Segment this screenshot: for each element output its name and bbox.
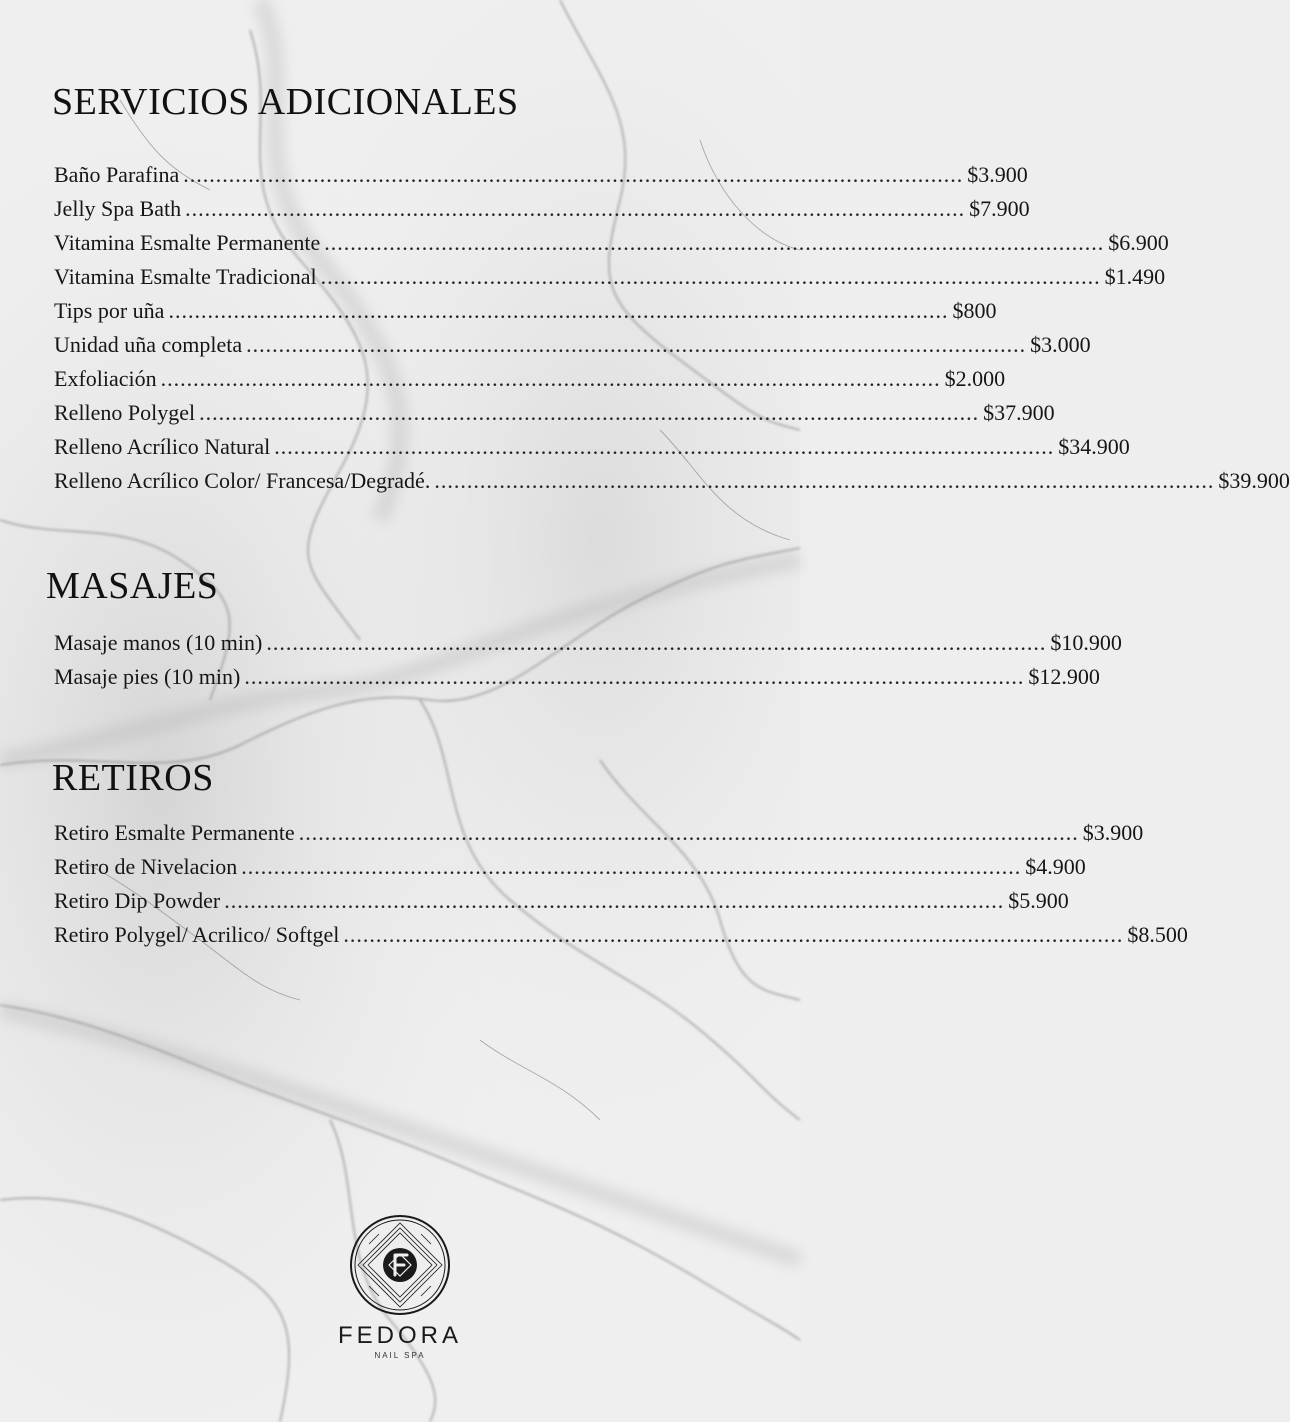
dot-leader: ........................................................................................................................	[199, 400, 980, 425]
dot-leader: ........................................................................................................................	[246, 332, 1027, 357]
dot-leader: ........................................................................................................................	[343, 922, 1124, 947]
service-name: Unidad uña completa	[54, 332, 243, 357]
dot-leader: ........................................................................................................................	[160, 366, 941, 391]
dot-leader: ........................................................................................................................	[241, 854, 1022, 879]
service-name: Relleno Acrílico Natural	[54, 434, 271, 459]
price-row	[54, 158, 1028, 192]
dot-leader: ........................................................................................................................	[274, 434, 1055, 459]
list-servicios-adicionales	[54, 158, 1290, 498]
dot-leader: ........................................................................................................................	[185, 196, 966, 221]
service-name: Baño Parafina	[54, 162, 180, 187]
service-name: Masaje pies (10 min)	[54, 664, 241, 689]
service-price: $7.900	[969, 196, 1030, 221]
price-row	[54, 362, 1006, 396]
service-name: Retiro Polygel/ Acrilico/ Softgel	[54, 922, 340, 947]
fedora-monogram-icon	[349, 1214, 451, 1316]
service-name: Masaje manos (10 min)	[54, 630, 263, 655]
list-masajes	[54, 626, 1122, 694]
price-row	[54, 884, 1069, 918]
price-row	[54, 660, 1100, 694]
service-name: Relleno Polygel	[54, 400, 196, 425]
service-price: $39.900	[1218, 468, 1290, 493]
service-price: $3.000	[1030, 332, 1091, 357]
brand-name: FEDORA	[337, 1322, 462, 1349]
service-price: $6.900	[1108, 230, 1169, 255]
section-title-masajes: MASAJES	[46, 565, 219, 607]
price-row	[54, 294, 997, 328]
service-name: Retiro Esmalte Permanente	[54, 820, 295, 845]
dot-leader: ........................................................................................................................	[224, 888, 1005, 913]
dot-leader: ........................................................................................................................	[266, 630, 1047, 655]
dot-leader: ........................................................................................................................	[434, 468, 1215, 493]
price-row	[54, 464, 1290, 498]
dot-leader: ........................................................................................................................	[244, 664, 1025, 689]
dot-leader: ........................................................................................................................	[183, 162, 964, 187]
dot-leader: ........................................................................................................................	[320, 264, 1101, 289]
service-price: $12.900	[1028, 664, 1100, 689]
service-price: $34.900	[1058, 434, 1130, 459]
list-retiros	[54, 816, 1188, 952]
service-name: Jelly Spa Bath	[54, 196, 182, 221]
service-price: $5.900	[1008, 888, 1069, 913]
brand-subtitle: NAIL SPA	[374, 1351, 426, 1360]
price-row	[54, 918, 1188, 952]
service-price: $10.900	[1050, 630, 1122, 655]
service-name: Vitamina Esmalte Permanente	[54, 230, 321, 255]
dot-leader: ........................................................................................................................	[324, 230, 1105, 255]
price-row	[54, 192, 1030, 226]
service-name: Exfoliación	[54, 366, 157, 391]
service-name: Tips por uña	[54, 298, 165, 323]
service-name: Retiro de Nivelacion	[54, 854, 238, 879]
service-price: $2.000	[944, 366, 1006, 391]
service-price: $1.490	[1104, 264, 1166, 289]
price-row	[54, 816, 1144, 850]
price-row	[54, 328, 1091, 362]
section-title-servicios-adicionales: SERVICIOS ADICIONALES	[52, 81, 519, 123]
price-row	[54, 850, 1086, 884]
service-price: $800	[952, 298, 997, 323]
service-price: $3.900	[1082, 820, 1144, 845]
price-row	[54, 396, 1055, 430]
brand-logo	[334, 1214, 466, 1360]
section-title-retiros: RETIROS	[52, 757, 214, 799]
service-price: $8.500	[1127, 922, 1188, 947]
service-price: $4.900	[1025, 854, 1086, 879]
price-row	[54, 430, 1130, 464]
service-price: $37.900	[983, 400, 1055, 425]
price-row	[54, 226, 1169, 260]
dot-leader: ........................................................................................................................	[168, 298, 949, 323]
dot-leader: ........................................................................................................................	[298, 820, 1079, 845]
service-name: Vitamina Esmalte Tradicional	[54, 264, 317, 289]
service-name: Relleno Acrílico Color/ Francesa/Degradé.	[54, 468, 431, 493]
price-row	[54, 260, 1166, 294]
price-row	[54, 626, 1122, 660]
service-price: $3.900	[967, 162, 1028, 187]
service-name: Retiro Dip Powder	[54, 888, 221, 913]
